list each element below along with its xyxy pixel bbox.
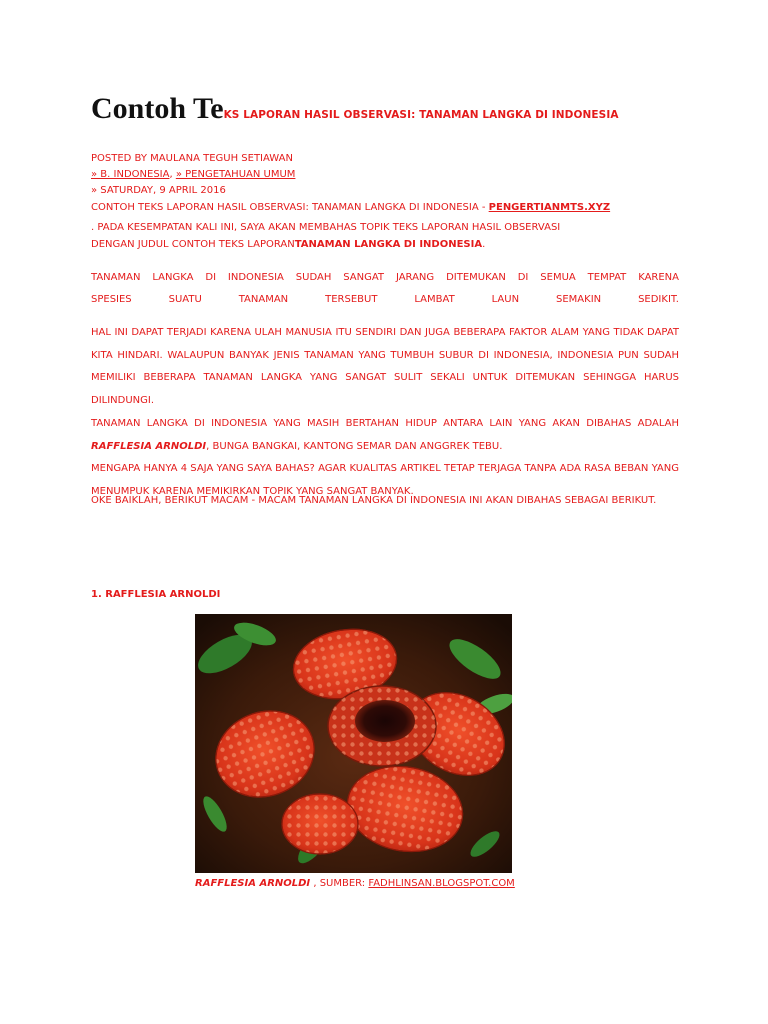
- intro-end: .: [482, 239, 486, 250]
- posted-by: POSTED BY MAULANA TEGUH SETIAWAN: [91, 153, 293, 164]
- category-links: [91, 168, 295, 181]
- category-link-pengetahuan[interactable]: » PENGETAHUAN UMUM: [175, 169, 296, 180]
- paragraph-2: HAL INI DAPAT TERJADI KARENA ULAH MANUSIA ITU SENDIRI DAN JUGA BEBERAPA FAKTOR ALAM YANG TIDAK DAPAT KITA HINDARI. WALAUPUN BANYAK JENIS TANAMAN YANG TUMBUH SUBUR DI INDONESIA, INDONESIA PUN SUDAH MEMILIKI BEBERAPA TANAMAN LANGKA YANG SANGAT SULIT SEKALI UNTUK DITEMUKAN SEHINGGA HARUS DILINDUNGI.: [91, 327, 679, 406]
- paragraph-3-text: TANAMAN LANGKA DI INDONESIA YANG MASIH BERTAHAN HIDUP ANTARA LAIN YANG AKAN DIBAHAS ADALAH: [91, 418, 679, 429]
- intro-text-3: DENGAN JUDUL CONTOH TEKS LAPORAN: [91, 239, 295, 250]
- paragraph-3-end: , BUNGA BANGKAI, KANTONG SEMAR DAN ANGGREK TEBU.: [206, 440, 503, 452]
- paragraph-5: OKE BAIKLAH, BERIKUT MACAM - MACAM TANAMAN LANGKA DI INDONESIA INI AKAN DIBAHAS SEBAGAI BERIKUT.: [91, 495, 657, 506]
- section-heading: 1. RAFFLESIA ARNOLDI: [91, 589, 221, 600]
- paragraph-1-line-1: TANAMAN LANGKA DI INDONESIA SUDAH SANGAT JARANG DITEMUKAN DI SEMUA TEMPAT KARENA: [91, 272, 679, 283]
- figure-caption: [195, 877, 565, 890]
- rafflesia-photo: [195, 614, 512, 873]
- paragraph-1-line-2: SPESIES SUATU TANAMAN TERSEBUT LAMBAT LAUN SEMAKIN SEDIKIT.: [91, 294, 679, 305]
- paragraph-3: [91, 413, 679, 458]
- post-date: » SATURDAY, 9 APRIL 2016: [91, 185, 226, 196]
- caption-species: RAFFLESIA ARNOLDI: [195, 878, 311, 889]
- intro-line-3: [91, 238, 485, 251]
- category-link-indonesia[interactable]: » B. INDONESIA: [91, 169, 170, 180]
- caption-source-link[interactable]: FADHLINSAN.BLOGSPOT.COM: [368, 878, 515, 889]
- page-title: [91, 92, 691, 126]
- title-big-part: Contoh Te: [91, 92, 224, 125]
- source-link[interactable]: PENGERTIANMTS.XYZ: [488, 202, 611, 213]
- title-small-part: KS LAPORAN HASIL OBSERVASI: TANAMAN LANGKA DI INDONESIA: [223, 109, 619, 121]
- intro-text-1: CONTOH TEKS LAPORAN HASIL OBSERVASI: TANAMAN LANGKA DI INDONESIA -: [91, 202, 489, 213]
- intro-line-1: [91, 201, 679, 214]
- intro-line-2: . PADA KESEMPATAN KALI INI, SAYA AKAN MEMBAHAS TOPIK TEKS LAPORAN HASIL OBSERVASI: [91, 222, 561, 233]
- paragraph-3-italic: RAFFLESIA ARNOLDI: [91, 440, 207, 452]
- category-separator: ,: [169, 169, 176, 180]
- paragraph-4: MENGAPA HANYA 4 SAJA YANG SAYA BAHAS? AGAR KUALITAS ARTIKEL TETAP TERJAGA TANPA ADA RASA BEBAN YANG MENUMPUK KARENA MEMIKIRKAN TOPIK YANG SANGAT BANYAK.: [91, 463, 679, 497]
- intro-bold-topic: TANAMAN LANGKA DI INDONESIA: [294, 239, 483, 250]
- caption-source-label: , SUMBER:: [310, 878, 369, 889]
